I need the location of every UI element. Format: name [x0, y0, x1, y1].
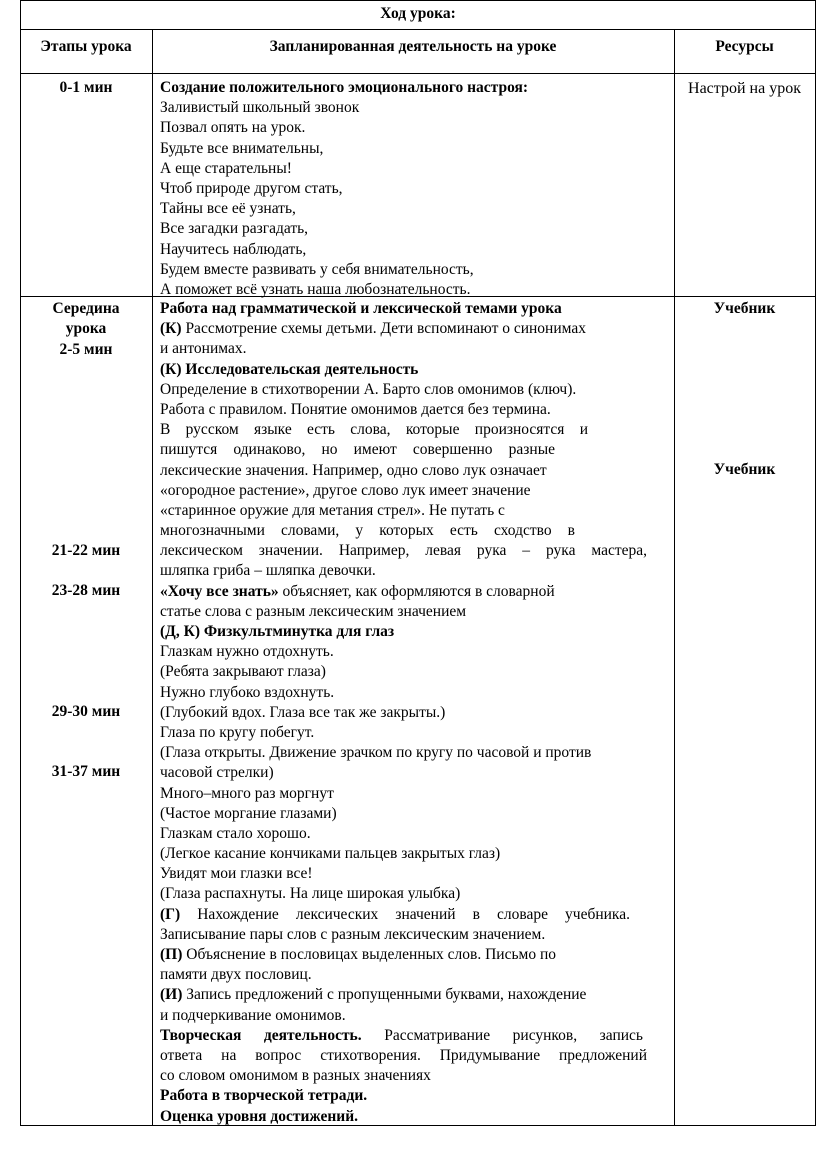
resource-textbook: Учебник	[713, 461, 776, 478]
activity-text: Глаза по кругу побегут.	[160, 723, 315, 741]
resource-textbook: Учебник	[713, 300, 776, 317]
activity-text: лексическом значении. Например, левая рука – рука мастера,	[160, 542, 647, 560]
header-activity: Запланированная деятельность на уроке	[269, 38, 557, 55]
activity-line	[160, 864, 650, 884]
time-mark: 29-30 мин	[51, 703, 121, 720]
activity-text: (Частое моргание глазами)	[160, 804, 337, 822]
activity-line	[160, 582, 650, 602]
activity-line	[160, 299, 650, 319]
activity-line: Чтоб природе другом стать,	[160, 179, 343, 197]
activity-line	[160, 662, 650, 682]
activity-text: (К)	[160, 320, 182, 338]
header-resources: Ресурсы	[715, 38, 774, 55]
activity-text: и подчеркивание омонимов.	[160, 1006, 346, 1024]
row2-activity	[160, 299, 650, 1127]
activity-line	[160, 965, 650, 985]
activity-text: Рассматривание рисунков, запись	[361, 1026, 643, 1044]
activity-line: Позвал опять на урок.	[160, 119, 306, 137]
activity-line	[160, 1046, 647, 1066]
activity-text: Объяснение в пословицах выделенных слов. Письмо по	[182, 946, 556, 963]
row2-stage-line: урока	[65, 320, 107, 337]
activity-text: Нахождение лексических значений в словаре учебника.	[180, 905, 630, 923]
activity-line	[160, 784, 650, 804]
activity-line	[160, 440, 555, 460]
row1-stage: 0-1 мин	[59, 79, 113, 96]
activity-text: (П)	[160, 946, 183, 963]
activity-text: (Д, К) Физкультминутка для глаз	[160, 623, 395, 640]
activity-text: (Ребята закрывают глаза)	[160, 663, 326, 681]
page-title: Ход урока:	[380, 5, 456, 22]
header-stages: Этапы урока	[40, 38, 132, 55]
activity-text: Нужно глубоко вздохнуть.	[160, 683, 335, 701]
row2-stage-line: Середина	[52, 300, 120, 317]
activity-line: А еще старательны!	[160, 159, 292, 177]
time-mark: 23-28 мин	[51, 582, 121, 599]
table-border-left	[20, 0, 21, 1126]
activity-text: (Глубокий вдох. Глаза все так же закрыты.)	[160, 703, 446, 721]
activity-line	[160, 763, 650, 783]
activity-line	[160, 380, 650, 400]
activity-text: (Легкое касание кончиками пальцев закрытых глаз)	[160, 845, 501, 863]
activity-text: Работа над грамматической и лексической темами урока	[160, 300, 562, 317]
table-divider	[20, 73, 816, 74]
activity-text: (И)	[160, 986, 183, 1004]
activity-text: (Глаза открыты. Движение зрачком по кругу по часовой и против	[160, 744, 592, 762]
activity-line	[160, 925, 650, 945]
activity-line	[160, 804, 650, 824]
activity-text: Работа с правилом. Понятие омонимов дается без термина.	[160, 400, 551, 418]
activity-line	[160, 521, 575, 541]
activity-text: Глазкам стало хорошо.	[160, 824, 311, 842]
activity-text: Творческая деятельность.	[160, 1026, 362, 1044]
row2-stage-line: 2-5 мин	[59, 341, 113, 358]
table-divider	[20, 29, 816, 30]
activity-text: Определение в стихотворении А. Барто слов омонимов (ключ).	[160, 380, 577, 398]
activity-text: Записывание пары слов с разным лексическим значением.	[160, 925, 546, 943]
activity-text: Запись предложений с пропущенными буквами, нахождение	[182, 986, 587, 1004]
activity-line: Научитесь наблюдать,	[160, 240, 307, 258]
activity-line	[160, 1066, 650, 1086]
activity-line	[160, 703, 650, 723]
activity-line: А поможет всё узнать наша любознательность.	[160, 280, 471, 298]
time-mark: 21-22 мин	[51, 542, 121, 559]
activity-line	[160, 945, 650, 965]
activity-line	[160, 723, 650, 743]
table-border-top	[20, 0, 816, 1]
activity-line	[160, 1107, 650, 1127]
activity-text: статье слова с разным лексическим значением	[160, 602, 467, 620]
activity-text: часовой стрелки)	[160, 764, 274, 782]
activity-text: объясняет, как оформляются в словарной	[278, 582, 555, 600]
activity-line	[160, 1026, 643, 1046]
table-divider	[152, 29, 153, 1126]
activity-line	[160, 844, 650, 864]
activity-line: Будьте все внимательны,	[160, 139, 324, 157]
activity-line	[160, 541, 647, 561]
activity-line: Тайны все её узнать,	[160, 200, 296, 218]
activity-line: Создание положительного эмоционального настроя:	[160, 79, 529, 96]
time-mark: 31-37 мин	[51, 763, 121, 780]
activity-line	[160, 360, 650, 380]
activity-line: Будем вместе развивать у себя внимательность,	[160, 260, 474, 278]
activity-line	[160, 743, 650, 763]
activity-line	[160, 461, 650, 481]
activity-line	[160, 319, 650, 339]
activity-text: В русском языке есть слова, которые произносятся и	[160, 421, 588, 439]
activity-line	[160, 622, 650, 642]
activity-text: ответа на вопрос стихотворения. Придумывание предложений	[160, 1046, 647, 1064]
activity-line	[160, 905, 630, 925]
activity-line	[160, 561, 650, 581]
activity-text: «Хочу все знать»	[160, 582, 279, 600]
activity-line	[160, 501, 650, 521]
activity-text: пишутся одинаково, но имеют совершенно разные	[160, 441, 555, 459]
activity-line	[160, 1086, 650, 1106]
activity-line	[160, 1006, 650, 1026]
row1-activity	[160, 78, 650, 300]
activity-text: Рассмотрение схемы детьми. Дети вспоминают о синонимах	[181, 320, 586, 338]
activity-line: Заливистый школьный звонок	[160, 99, 360, 117]
activity-text: многозначными словами, у которых есть сходство в	[160, 522, 575, 540]
activity-line	[160, 339, 650, 359]
activity-text: памяти двух пословиц.	[160, 966, 312, 984]
activity-text: (К) Исследовательская деятельность	[160, 360, 419, 378]
activity-text: шляпка гриба – шляпка девочки.	[160, 562, 376, 580]
activity-text: лексические значения. Например, одно слово лук означает	[160, 461, 547, 479]
activity-line	[160, 642, 650, 662]
activity-text: «старинное оружие для метания стрел». Не путать с	[160, 501, 505, 519]
table-divider	[674, 29, 675, 1126]
activity-text: (Г)	[160, 905, 181, 923]
row1-resource: Настрой на урок	[688, 80, 801, 97]
activity-line	[160, 602, 650, 622]
activity-line	[160, 420, 588, 440]
activity-line	[160, 683, 650, 703]
activity-line	[160, 400, 650, 420]
activity-text: «огородное растение», другое слово лук имеет значение	[160, 481, 531, 499]
activity-text: Работа в творческой тетради.	[160, 1087, 368, 1105]
activity-text: Увидят мои глазки все!	[160, 865, 313, 883]
activity-text: со словом омонимом в разных значениях	[160, 1067, 431, 1085]
activity-text: и антонимах.	[160, 340, 247, 358]
activity-line: Все загадки разгадать,	[160, 220, 309, 238]
activity-text: (Глаза распахнуты. На лице широкая улыбка)	[160, 885, 461, 903]
activity-text: Глазкам нужно отдохнуть.	[160, 643, 334, 661]
activity-line	[160, 985, 650, 1005]
activity-line	[160, 481, 650, 501]
activity-text: Много–много раз моргнут	[160, 784, 334, 802]
activity-text: Оценка уровня достижений.	[160, 1107, 359, 1125]
activity-line	[160, 884, 650, 904]
activity-line	[160, 824, 650, 844]
